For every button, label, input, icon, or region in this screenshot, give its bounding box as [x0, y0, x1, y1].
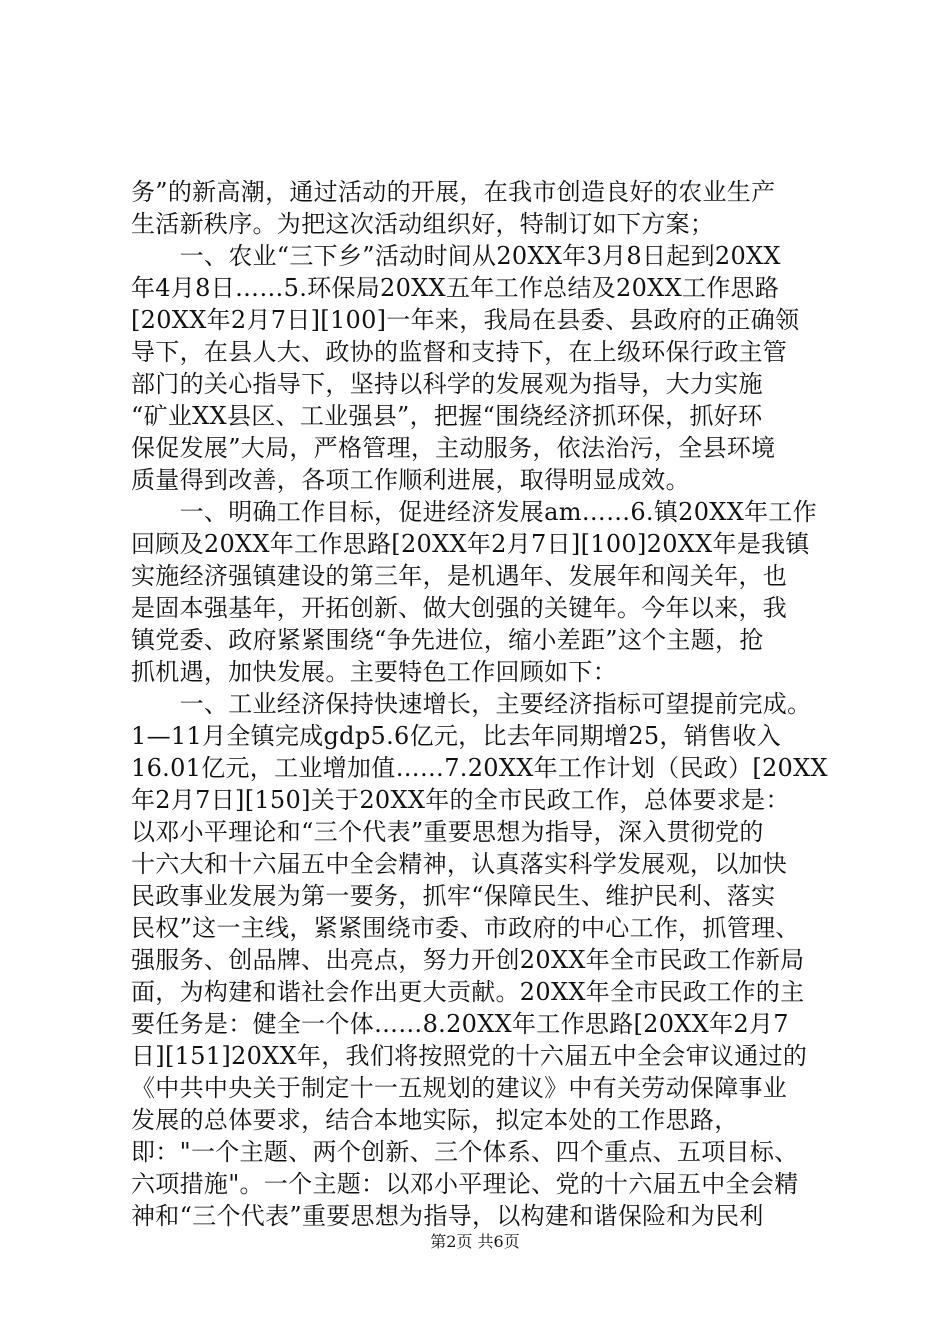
text-line: [20XX年2月7日][100]一年来，我局在县委、县政府的正确领: [131, 306, 800, 334]
text-line: 民政事业发展为第一要务，抓牢“保障民生、维护民利、落实: [131, 882, 776, 910]
page-number: 第2页 共6页: [430, 1232, 520, 1251]
text-line: 抓机遇，加快发展。主要特色工作回顾如下：: [131, 658, 617, 686]
text-line: 发展的总体要求，结合本地实际，拟定本处的工作思路，: [131, 1106, 739, 1134]
text-line: 面，为构建和谐社会作出更大贡献。20XX年全市民政工作的主: [131, 978, 805, 1006]
text-line: 神和“三个代表”重要思想为指导，以构建和谐保险和为民利: [131, 1202, 764, 1230]
text-line: 务”的新高潮，通过活动的开展，在我市创造良好的农业生产: [131, 178, 776, 206]
text-line: 一、工业经济保持快速增长，主要经济指标可望提前完成。: [131, 690, 812, 718]
text-line: 生活新秩序。为把这次活动组织好，特制订如下方案；: [131, 210, 715, 238]
text-line: 镇党委、政府紧紧围绕“争先进位，缩小差距”这个主题，抢: [131, 626, 764, 654]
text-line: 以邓小平理论和“三个代表”重要思想为指导，深入贯彻党的: [131, 818, 764, 846]
text-line: 一、明确工作目标，促进经济发展am……6.镇20XX年工作: [131, 498, 817, 526]
text-line: 六项措施"。一个主题：以邓小平理论、党的十六届五中全会精: [131, 1170, 799, 1198]
text-line: “矿业XX县区、工业强县”，把握“围绕经济抓环保，抓好环: [131, 402, 763, 430]
text-line: 质量得到改善，各项工作顺利进展，取得明显成效。: [131, 466, 690, 494]
text-line: 年4月8日……5.环保局20XX五年工作总结及20XX工作思路: [131, 274, 780, 302]
text-line: 实施经济强镇建设的第三年，是机遇年、发展年和闯关年，也: [131, 562, 788, 590]
text-line: 保促发展”大局，严格管理，主动服务，依法治污，全县环境: [131, 434, 776, 462]
text-line: 民权”这一主线，紧紧围绕市委、市政府的中心工作，抓管理、: [131, 914, 800, 942]
text-line: 要任务是：健全一个体……8.20XX年工作思路[20XX年2月7: [131, 1010, 789, 1038]
text-line: 1—11月全镇完成gdp5.6亿元，比去年同期增25，销售收入: [131, 722, 781, 750]
text-line: 年2月7日][150]关于20XX年的全市民政工作，总体要求是：: [131, 786, 790, 814]
text-line: 日][151]20XX年，我们将按照党的十六届五中全会审议通过的: [131, 1042, 808, 1070]
text-line: 即："一个主题、两个创新、三个体系、四个重点、五项目标、: [131, 1138, 799, 1166]
text-line: 是固本强基年，开拓创新、做大创强的关键年。今年以来，我: [131, 594, 788, 622]
text-line: 16.01亿元，工业增加值……7.20XX年工作计划（民政）[20XX: [131, 754, 828, 782]
text-line: 部门的关心指导下，坚持以科学的发展观为指导，大力实施: [131, 370, 763, 398]
text-line: 一、农业“三下乡”活动时间从20XX年3月8日起到20XX: [131, 242, 781, 270]
text-line: 十六大和十六届五中全会精神，认真落实科学发展观，以加快: [131, 850, 788, 878]
text-line: 《中共中央关于制定十一五规划的建议》中有关劳动保障事业: [131, 1074, 788, 1102]
text-line: 回顾及20XX年工作思路[20XX年2月7日][100]20XX年是我镇: [131, 530, 810, 558]
text-line: 强服务、创品牌、出亮点，努力开创20XX年全市民政工作新局: [131, 946, 805, 974]
text-line: 导下，在县人大、政协的监督和支持下，在上级环保行政主管: [131, 338, 788, 366]
